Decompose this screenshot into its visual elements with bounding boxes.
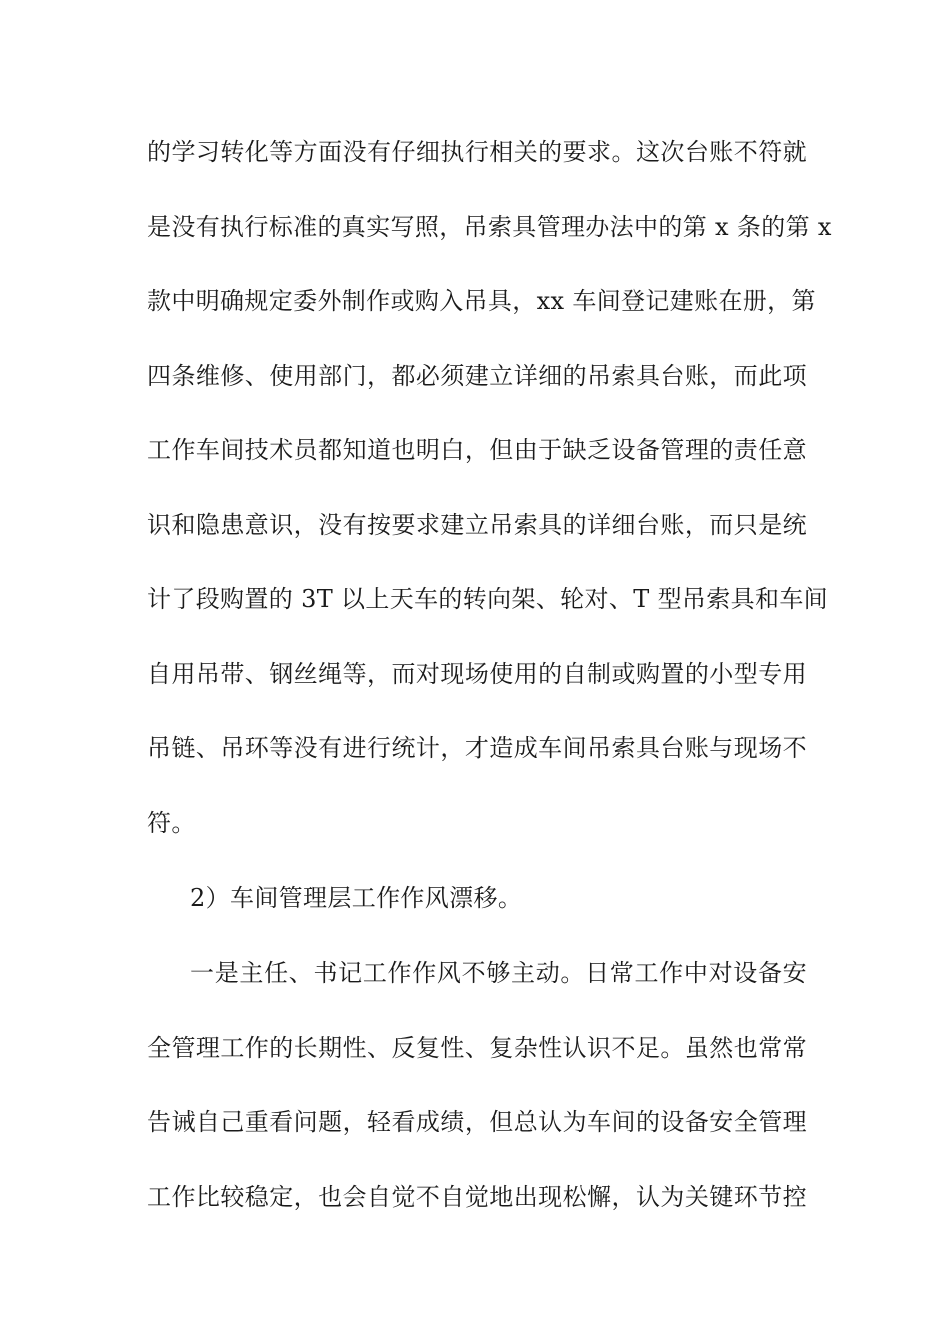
paragraph-line-12: 全管理工作的长期性、反复性、复杂性认识不足。虽然也常常 xyxy=(147,1034,807,1062)
paragraph-line-13: 告诫自己重看问题，轻看成绩，但总认为车间的设备安全管理 xyxy=(147,1108,807,1136)
paragraph-line-10: 符。 xyxy=(147,809,196,837)
paragraph-line-9: 吊链、吊环等没有进行统计，才造成车间吊索具台账与现场不 xyxy=(147,734,807,762)
paragraph-line-11: 一是主任、书记工作作风不够主动。日常工作中对设备安 xyxy=(190,959,807,987)
section-heading: 2）车间管理层工作作风漂移。 xyxy=(190,884,523,912)
paragraph-line-6: 识和隐患意识，没有按要求建立吊索具的详细台账，而只是统 xyxy=(147,511,807,539)
paragraph-line-5: 工作车间技术员都知道也明白，但由于缺乏设备管理的责任意 xyxy=(147,436,807,464)
paragraph-line-2: 是没有执行标准的真实写照，吊索具管理办法中的第 x 条的第 x xyxy=(147,213,832,241)
paragraph-line-7: 计了段购置的 3T 以上天车的转向架、轮对、T 型吊索具和车间 xyxy=(147,585,829,613)
paragraph-line-3: 款中明确规定委外制作或购入吊具，xx 车间登记建账在册，第 xyxy=(147,287,816,315)
paragraph-line-14: 工作比较稳定，也会自觉不自觉地出现松懈，认为关键环节控 xyxy=(147,1183,807,1211)
paragraph-line-1: 的学习转化等方面没有仔细执行相关的要求。这次台账不符就 xyxy=(147,138,807,166)
paragraph-line-4: 四条维修、使用部门，都必须建立详细的吊索具台账，而此项 xyxy=(147,362,807,390)
paragraph-line-8: 自用吊带、钢丝绳等，而对现场使用的自制或购置的小型专用 xyxy=(147,660,807,688)
